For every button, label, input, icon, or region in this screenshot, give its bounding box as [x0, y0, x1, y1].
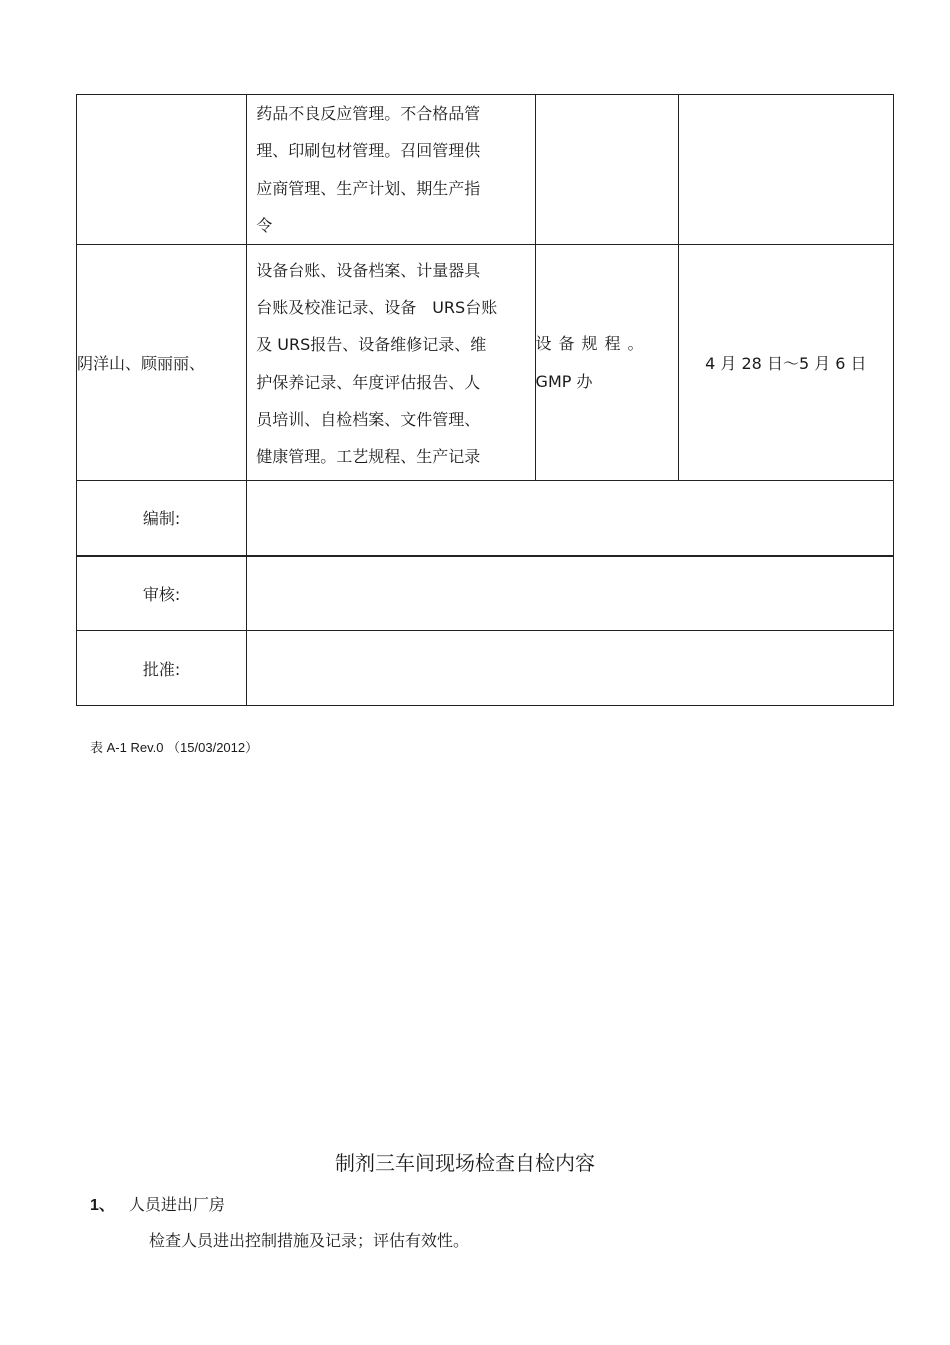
signature-field	[247, 631, 894, 706]
content-line: 理、印刷包材管理。召回管理供	[256, 141, 481, 161]
content-line: 台账及校准记录、设备 URS台账	[256, 298, 498, 318]
signature-row-approved	[77, 631, 894, 706]
signature-label: 审核:	[77, 556, 247, 631]
content-line: 及 URS报告、设备维修记录、维	[256, 335, 487, 355]
basis-line: 设备规程。	[535, 333, 651, 353]
date-cell	[678, 95, 893, 245]
signature-row-prepared	[77, 481, 894, 556]
basis-cell	[535, 95, 678, 245]
names-cell	[77, 95, 247, 245]
content-line: 健康管理。工艺规程、生产记录	[256, 447, 481, 467]
names-cell: 阴洋山、顾丽丽、	[77, 245, 247, 481]
table-row	[77, 95, 894, 245]
content-line: 设备台账、设备档案、计量器具	[256, 260, 481, 280]
signature-field	[247, 481, 894, 556]
content-line: 应商管理、生产计划、期生产指	[256, 178, 481, 198]
table-row	[77, 245, 894, 481]
content-lines	[247, 250, 534, 476]
item-detail: 检查人员进出控制措施及记录；评估有效性。	[149, 1231, 470, 1250]
form-footnote: 表 A-1 Rev.0 （15/03/2012）	[90, 740, 259, 755]
content-lines	[247, 95, 534, 244]
section-title: 制剂三车间现场检查自检内容	[335, 1151, 595, 1175]
content-line: 护保养记录、年度评估报告、人	[256, 372, 481, 392]
signature-field	[247, 556, 894, 631]
content-line: 令	[256, 215, 273, 235]
content-line: 员培训、自检档案、文件管理、	[256, 409, 481, 429]
signature-row-reviewed	[77, 556, 894, 631]
item-number: 1、	[90, 1197, 115, 1214]
content-line: 药品不良反应管理。不合格品管	[256, 104, 481, 123]
content-cell	[247, 95, 535, 245]
item-heading-text: 人员进出厂房	[128, 1195, 225, 1214]
self-inspection-table	[76, 94, 894, 706]
signature-label: 批准:	[77, 631, 247, 706]
basis-line: GMP 办	[535, 371, 593, 391]
basis-cell	[535, 245, 678, 481]
content-cell	[247, 245, 535, 481]
signature-label: 编制:	[77, 481, 247, 556]
date-cell: 4 月 28 日～5 月 6 日	[678, 245, 893, 481]
item-heading	[90, 1192, 225, 1215]
